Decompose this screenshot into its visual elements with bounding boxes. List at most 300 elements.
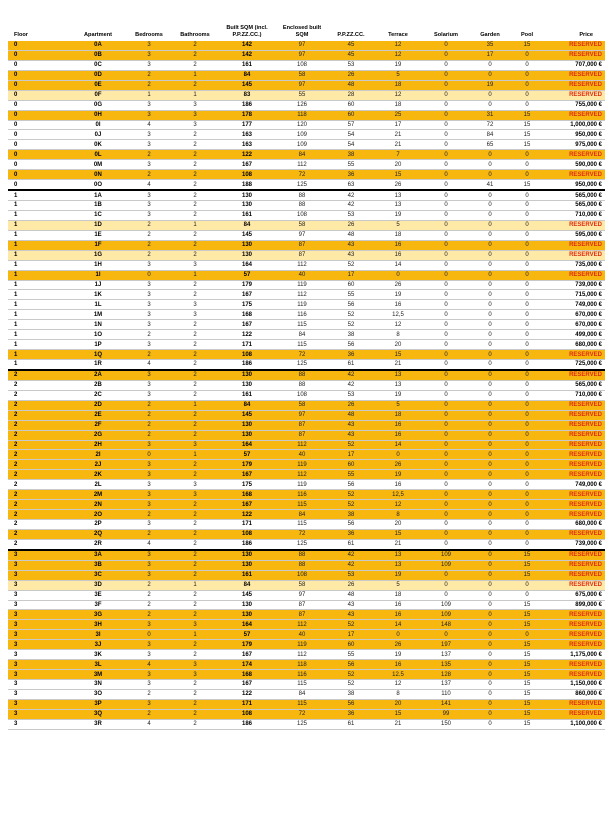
bedrooms-cell: 3 (147, 202, 151, 209)
bathrooms-cell: 2 (193, 202, 197, 209)
built-sqm-cell: 186 (241, 541, 252, 548)
solarium-cell: 0 (444, 192, 448, 199)
floor-cell: 3 (14, 711, 18, 718)
garden-cell: 0 (488, 651, 492, 658)
garden-cell: 0 (488, 392, 492, 399)
solarium-cell: 0 (444, 491, 448, 498)
bathrooms-cell: 1 (193, 272, 197, 279)
table-row (8, 41, 605, 50)
built-sqm-cell: 83 (243, 92, 251, 99)
terrace-cell: 5 (396, 582, 400, 589)
table-row (8, 719, 605, 729)
apartment-cell: 0A (94, 42, 102, 49)
bathrooms-cell: 2 (193, 82, 197, 89)
built-sqm-cell: 130 (241, 552, 252, 559)
bathrooms-cell: 3 (193, 112, 197, 119)
solarium-cell: 0 (444, 242, 448, 249)
pool-cell: 0 (525, 471, 529, 478)
apartment-cell: 1K (94, 291, 102, 298)
header-garden: Garden (480, 32, 500, 38)
bathrooms-cell: 3 (193, 262, 197, 269)
garden-cell: 84 (486, 131, 494, 138)
header-price: Price (579, 32, 593, 38)
floor-cell: 3 (14, 552, 18, 559)
solarium-cell: 135 (440, 661, 451, 668)
floor-cell: 1 (14, 222, 18, 229)
terrace-cell: 0 (396, 451, 400, 458)
bathrooms-cell: 2 (193, 521, 197, 528)
enclosed-sqm-cell: 112 (297, 621, 307, 628)
solarium-cell: 0 (444, 151, 448, 158)
built-sqm-cell: 163 (241, 141, 252, 148)
bedrooms-cell: 3 (147, 212, 151, 219)
built-sqm-cell: 142 (241, 42, 252, 49)
enclosed-sqm-cell: 88 (298, 372, 306, 379)
ppzzcc-cell: 56 (347, 521, 355, 528)
garden-cell: 0 (488, 321, 492, 328)
ppzzcc-cell: 43 (347, 252, 355, 259)
solarium-cell: 0 (444, 82, 448, 89)
pool-cell: 0 (525, 351, 529, 358)
ppzzcc-cell: 52 (347, 671, 355, 678)
enclosed-sqm-cell: 115 (297, 521, 307, 528)
pool-cell: 0 (525, 62, 529, 69)
bedrooms-cell: 3 (147, 392, 151, 399)
ppzzcc-cell: 60 (347, 461, 355, 468)
floor-cell: 1 (14, 192, 18, 199)
ppzzcc-cell: 60 (347, 281, 355, 288)
garden-cell: 0 (488, 402, 492, 409)
solarium-cell: 109 (440, 562, 451, 569)
garden-cell: 0 (488, 671, 492, 678)
pool-cell: 0 (525, 491, 529, 498)
enclosed-sqm-cell: 87 (298, 242, 306, 249)
built-sqm-cell: 130 (241, 382, 252, 389)
ppzzcc-cell: 63 (347, 181, 355, 188)
pool-cell: 15 (523, 42, 531, 49)
garden-cell: 0 (488, 212, 492, 219)
terrace-cell: 18 (394, 82, 402, 89)
solarium-cell: 0 (444, 62, 448, 69)
floor-cell: 3 (14, 611, 18, 618)
price-cell: 670,000 € (575, 311, 602, 318)
built-sqm-cell: 57 (243, 451, 251, 458)
apartment-cell: 1B (94, 202, 102, 209)
pool-cell: 15 (523, 621, 531, 628)
enclosed-sqm-cell: 97 (298, 592, 306, 599)
price-cell: RESERVED (569, 171, 602, 178)
garden-cell: 0 (488, 192, 492, 199)
garden-cell: 0 (488, 281, 492, 288)
floor-cell: 3 (14, 701, 18, 708)
built-sqm-cell: 130 (241, 422, 252, 429)
bathrooms-cell: 2 (193, 592, 197, 599)
pool-cell: 0 (525, 291, 529, 298)
bedrooms-cell: 2 (147, 351, 151, 358)
enclosed-sqm-cell: 88 (298, 382, 306, 389)
floor-cell: 2 (14, 511, 18, 518)
built-sqm-cell: 167 (241, 471, 252, 478)
bathrooms-cell: 2 (193, 321, 197, 328)
price-cell: RESERVED (569, 671, 602, 678)
floor-cell: 1 (14, 301, 18, 308)
ppzzcc-cell: 43 (347, 601, 355, 608)
garden-cell: 0 (488, 721, 492, 728)
floor-cell: 2 (14, 412, 18, 419)
enclosed-sqm-cell: 87 (298, 611, 306, 618)
table-row (8, 310, 605, 320)
bedrooms-cell: 3 (147, 641, 151, 648)
header-bedrooms: Bedrooms (135, 32, 163, 38)
price-cell: RESERVED (569, 151, 602, 158)
ppzzcc-cell: 36 (347, 171, 355, 178)
floor-cell: 3 (14, 592, 18, 599)
table-row (8, 529, 605, 539)
enclosed-sqm-cell: 72 (298, 531, 306, 538)
terrace-cell: 21 (394, 721, 402, 728)
apartment-cell: 1P (94, 341, 102, 348)
ppzzcc-cell: 48 (347, 412, 355, 419)
table-row (8, 689, 605, 699)
pool-cell: 0 (525, 82, 529, 89)
pool-cell: 0 (525, 582, 529, 589)
pool-cell: 0 (525, 461, 529, 468)
pool-cell: 0 (525, 171, 529, 178)
bedrooms-cell: 2 (147, 592, 151, 599)
bedrooms-cell: 2 (147, 711, 151, 718)
enclosed-sqm-cell: 115 (297, 681, 307, 688)
apartment-cell: 1I (95, 272, 101, 279)
bathrooms-cell: 2 (193, 361, 197, 368)
built-sqm-cell: 167 (241, 651, 252, 658)
apartment-cell: 1C (94, 212, 102, 219)
ppzzcc-cell: 52 (347, 262, 355, 269)
ppzzcc-cell: 42 (347, 562, 355, 569)
enclosed-sqm-cell: 119 (297, 281, 307, 288)
solarium-cell: 0 (444, 42, 448, 49)
pool-cell: 0 (525, 372, 529, 379)
table-row (8, 440, 605, 450)
table-row (8, 120, 605, 130)
apartment-cell: 3Q (93, 711, 102, 718)
apartment-cell: 1Q (93, 351, 102, 358)
garden-cell: 0 (488, 151, 492, 158)
solarium-cell: 0 (444, 72, 448, 79)
price-cell: 675,000 € (575, 592, 602, 599)
pool-cell: 0 (525, 531, 529, 538)
enclosed-sqm-cell: 88 (298, 562, 306, 569)
table-row (8, 410, 605, 420)
bathrooms-cell: 2 (193, 291, 197, 298)
apartment-cell: 2I (95, 451, 101, 458)
bedrooms-cell: 2 (147, 242, 151, 249)
built-sqm-cell: 130 (241, 192, 252, 199)
garden-cell: 0 (488, 582, 492, 589)
price-cell: RESERVED (569, 451, 602, 458)
bathrooms-cell: 1 (193, 451, 197, 458)
terrace-cell: 16 (394, 432, 402, 439)
bedrooms-cell: 3 (147, 102, 151, 109)
terrace-cell: 21 (394, 141, 402, 148)
solarium-cell: 0 (444, 392, 448, 399)
bedrooms-cell: 2 (147, 151, 151, 158)
solarium-cell: 148 (440, 621, 451, 628)
ppzzcc-cell: 48 (347, 592, 355, 599)
bedrooms-cell: 3 (147, 441, 151, 448)
table-row (8, 660, 605, 670)
apartment-cell: 2N (94, 501, 102, 508)
pool-cell: 0 (525, 412, 529, 419)
solarium-cell: 128 (440, 671, 451, 678)
floor-cell: 3 (14, 641, 18, 648)
ppzzcc-cell: 26 (347, 222, 355, 229)
table-row (8, 340, 605, 350)
ppzzcc-cell: 36 (347, 711, 355, 718)
built-sqm-cell: 163 (241, 131, 252, 138)
pool-cell: 15 (523, 641, 531, 648)
built-sqm-cell: 108 (241, 711, 252, 718)
table-row (8, 250, 605, 260)
apartment-cell: 3O (93, 691, 102, 698)
bedrooms-cell: 2 (147, 72, 151, 79)
solarium-cell: 0 (444, 541, 448, 548)
bedrooms-cell: 2 (147, 402, 151, 409)
built-sqm-cell: 161 (241, 62, 252, 69)
pool-cell: 0 (525, 212, 529, 219)
solarium-cell: 150 (440, 721, 451, 728)
price-cell: 710,000 € (575, 212, 602, 219)
built-sqm-cell: 84 (243, 582, 251, 589)
apartment-cell: 2L (94, 481, 102, 488)
bedrooms-cell: 2 (147, 432, 151, 439)
price-cell: RESERVED (569, 242, 602, 249)
enclosed-sqm-cell: 125 (296, 721, 307, 728)
solarium-cell: 0 (444, 412, 448, 419)
bedrooms-cell: 3 (147, 301, 151, 308)
price-cell: RESERVED (569, 432, 602, 439)
bathrooms-cell: 2 (193, 601, 197, 608)
apartment-cell: 3B (94, 562, 102, 569)
terrace-cell: 15 (394, 711, 402, 718)
table-row (8, 300, 605, 310)
pool-cell: 0 (525, 511, 529, 518)
bathrooms-cell: 2 (193, 212, 197, 219)
bathrooms-cell: 3 (193, 311, 197, 318)
floor-cell: 1 (14, 242, 18, 249)
bedrooms-cell: 3 (147, 562, 151, 569)
built-sqm-cell: 84 (243, 222, 251, 229)
ppzzcc-cell: 42 (347, 202, 355, 209)
bathrooms-cell: 1 (193, 92, 197, 99)
apartment-cell: 1L (94, 301, 102, 308)
price-cell: 680,000 € (575, 341, 602, 348)
floor-cell: 3 (14, 621, 18, 628)
built-sqm-cell: 130 (241, 611, 252, 618)
ppzzcc-cell: 42 (347, 192, 355, 199)
bathrooms-cell: 2 (193, 42, 197, 49)
bedrooms-cell: 0 (147, 631, 151, 638)
price-cell: 739,000 € (575, 281, 602, 288)
terrace-cell: 16 (394, 422, 402, 429)
enclosed-sqm-cell: 55 (298, 92, 306, 99)
enclosed-sqm-cell: 97 (298, 82, 306, 89)
terrace-cell: 12,5 (392, 491, 404, 498)
terrace-cell: 19 (394, 392, 402, 399)
bathrooms-cell: 1 (193, 72, 197, 79)
solarium-cell: 0 (444, 531, 448, 538)
floor-cell: 1 (14, 262, 18, 269)
terrace-cell: 20 (394, 341, 402, 348)
bedrooms-cell: 3 (147, 481, 151, 488)
enclosed-sqm-cell: 58 (298, 222, 306, 229)
price-cell: 590,000 € (575, 161, 602, 168)
solarium-cell: 0 (444, 171, 448, 178)
bedrooms-cell: 2 (147, 531, 151, 538)
ppzzcc-cell: 36 (347, 351, 355, 358)
bedrooms-cell: 3 (147, 311, 151, 318)
enclosed-sqm-cell: 112 (297, 471, 307, 478)
price-cell: 715,000 € (575, 291, 602, 298)
bedrooms-cell: 3 (147, 651, 151, 658)
terrace-cell: 16 (394, 252, 402, 259)
apartment-cell: 2M (93, 491, 103, 498)
bathrooms-cell: 2 (193, 151, 197, 158)
bathrooms-cell: 2 (193, 681, 197, 688)
built-sqm-cell: 84 (243, 402, 251, 409)
ppzzcc-cell: 52 (347, 681, 355, 688)
floor-cell: 2 (14, 422, 18, 429)
pool-cell: 0 (525, 382, 529, 389)
terrace-cell: 21 (394, 131, 402, 138)
bathrooms-cell: 2 (193, 552, 197, 559)
apartment-cell: 3C (94, 572, 102, 579)
floor-cell: 2 (14, 481, 18, 488)
bathrooms-cell: 2 (193, 501, 197, 508)
ppzzcc-cell: 56 (347, 661, 355, 668)
table-row (8, 60, 605, 70)
apartment-cell: 2P (94, 521, 102, 528)
floor-cell: 2 (14, 501, 18, 508)
ppzzcc-cell: 61 (347, 361, 355, 368)
apartment-cell: 1D (94, 222, 102, 229)
terrace-cell: 18 (394, 232, 402, 239)
solarium-cell: 0 (444, 141, 448, 148)
table-row (8, 460, 605, 470)
bedrooms-cell: 2 (147, 232, 151, 239)
apartment-cell: 1M (93, 311, 103, 318)
apartment-cell: 2H (94, 441, 102, 448)
built-sqm-cell: 174 (241, 661, 252, 668)
terrace-cell: 8 (396, 511, 400, 518)
bedrooms-cell: 2 (147, 171, 151, 178)
price-cell: RESERVED (569, 631, 602, 638)
floor-cell: 1 (14, 361, 18, 368)
solarium-cell: 0 (444, 501, 448, 508)
pool-cell: 15 (523, 121, 531, 128)
garden-cell: 0 (488, 161, 492, 168)
garden-cell: 0 (488, 531, 492, 538)
terrace-cell: 12 (394, 42, 402, 49)
garden-cell: 0 (488, 341, 492, 348)
terrace-cell: 25 (394, 112, 402, 119)
bathrooms-cell: 2 (193, 131, 197, 138)
solarium-cell: 0 (444, 92, 448, 99)
price-cell: 565,000 € (575, 192, 602, 199)
floor-cell: 0 (14, 161, 18, 168)
header-floor: Floor (14, 32, 28, 38)
built-sqm-cell: 168 (241, 311, 252, 318)
terrace-cell: 26 (394, 281, 402, 288)
garden-cell: 0 (488, 541, 492, 548)
ppzzcc-cell: 28 (347, 92, 355, 99)
garden-cell: 35 (486, 42, 494, 49)
table-row (8, 80, 605, 90)
solarium-cell: 137 (440, 681, 451, 688)
bedrooms-cell: 3 (147, 131, 151, 138)
garden-cell: 0 (488, 372, 492, 379)
ppzzcc-cell: 38 (347, 151, 355, 158)
table-row (8, 110, 605, 120)
table-row (8, 270, 605, 280)
built-sqm-cell: 108 (241, 171, 252, 178)
pool-cell: 0 (525, 72, 529, 79)
bathrooms-cell: 2 (193, 611, 197, 618)
bathrooms-cell: 2 (193, 232, 197, 239)
enclosed-sqm-cell: 118 (297, 661, 307, 668)
floor-cell: 0 (14, 181, 18, 188)
table-row (8, 430, 605, 440)
solarium-cell: 0 (444, 262, 448, 269)
price-cell: RESERVED (569, 92, 602, 99)
apartment-cell: 1R (94, 361, 102, 368)
pool-cell: 15 (523, 701, 531, 708)
bathrooms-cell: 2 (193, 351, 197, 358)
terrace-cell: 5 (396, 402, 400, 409)
built-sqm-cell: 186 (241, 721, 252, 728)
garden-cell: 0 (488, 222, 492, 229)
table-row (8, 640, 605, 650)
enclosed-sqm-cell: 125 (296, 361, 307, 368)
enclosed-sqm-cell: 88 (298, 552, 306, 559)
bathrooms-cell: 2 (193, 181, 197, 188)
table-row (8, 500, 605, 510)
table-row (8, 550, 605, 560)
pool-cell: 15 (523, 572, 531, 579)
pool-cell: 15 (523, 611, 531, 618)
solarium-cell: 141 (440, 701, 451, 708)
apartment-cell: 1F (94, 242, 102, 249)
apartment-cell: 2F (94, 422, 102, 429)
table-row (8, 100, 605, 110)
price-cell: 950,000 € (575, 131, 602, 138)
floor-cell: 3 (14, 681, 18, 688)
built-sqm-cell: 168 (241, 491, 252, 498)
bedrooms-cell: 3 (147, 491, 151, 498)
garden-cell: 19 (486, 82, 494, 89)
price-cell: 1,150,000 € (570, 681, 602, 688)
pool-cell: 0 (525, 331, 529, 338)
enclosed-sqm-cell: 119 (297, 481, 307, 488)
built-sqm-cell: 178 (241, 112, 252, 119)
table-row (8, 570, 605, 580)
table-row (8, 450, 605, 460)
table-row (8, 539, 605, 549)
bedrooms-cell: 3 (147, 471, 151, 478)
pool-cell: 0 (525, 192, 529, 199)
bathrooms-cell: 2 (193, 281, 197, 288)
price-cell: 1,175,000 € (570, 651, 602, 658)
garden-cell: 0 (488, 291, 492, 298)
